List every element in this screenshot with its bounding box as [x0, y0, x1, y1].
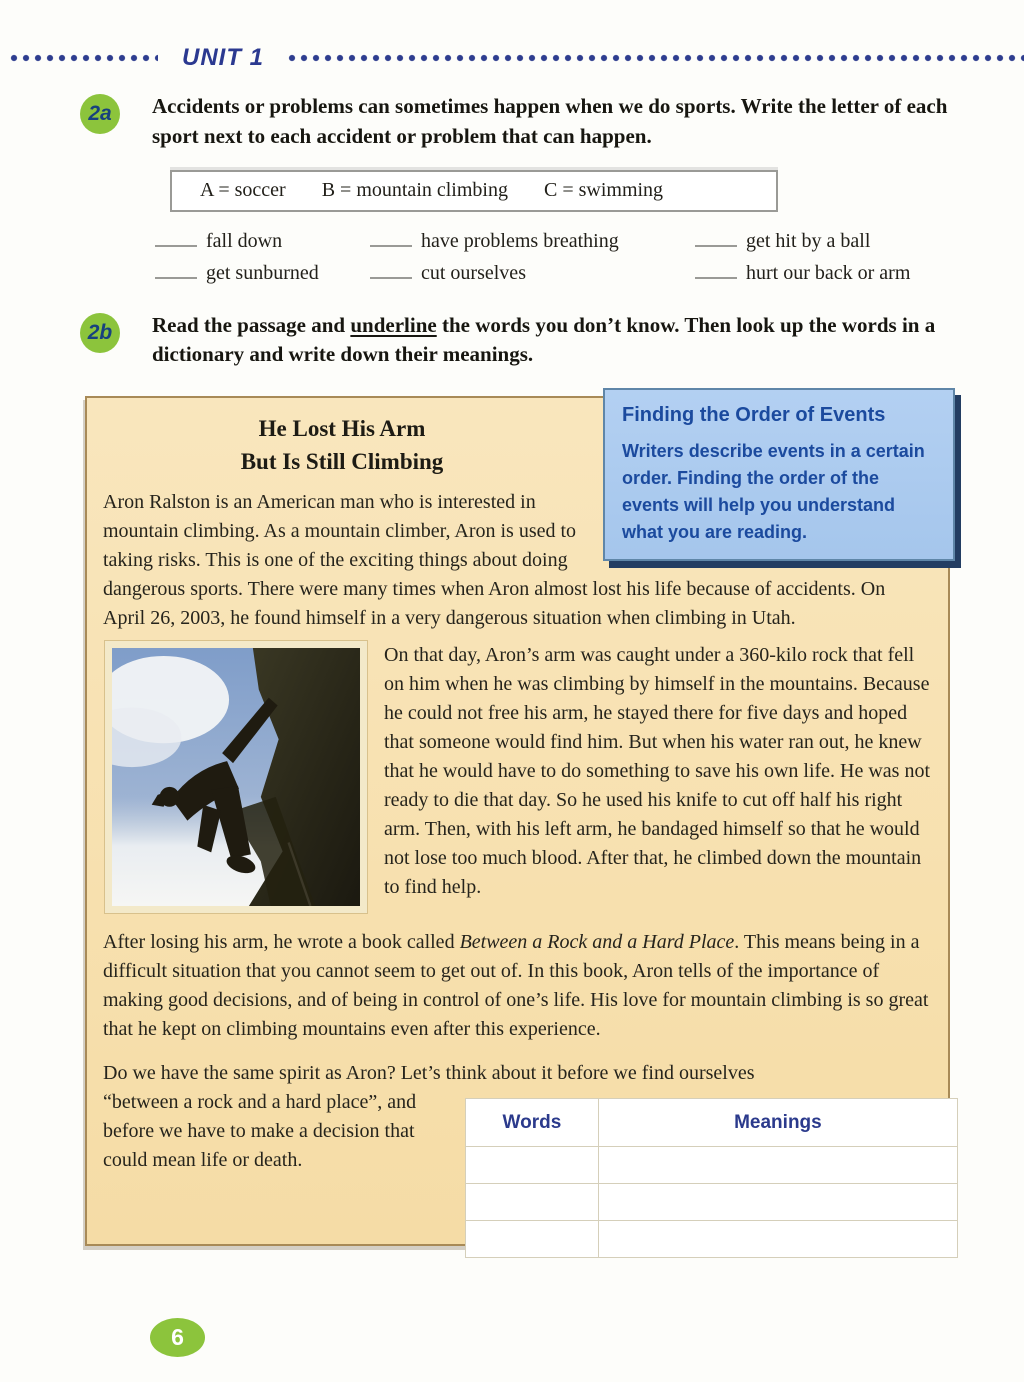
- meanings-column-header: Meanings: [598, 1099, 957, 1147]
- instruction-text: Read the passage and: [152, 312, 351, 337]
- legend-soccer: A = soccer: [200, 178, 286, 201]
- passage-title-line2: But Is Still Climbing: [240, 449, 444, 475]
- dotted-divider-left: [8, 53, 158, 63]
- activity-2a: [80, 92, 956, 152]
- unit-header: [8, 44, 1024, 71]
- paragraph4-table-row: [103, 1088, 930, 1228]
- answer-blank-breathing[interactable]: [370, 232, 412, 247]
- legend-swimming: C = swimming: [543, 178, 664, 201]
- reading-strategy-callout: [603, 388, 955, 561]
- words-cell-empty[interactable]: [466, 1184, 599, 1221]
- table-header-row: [466, 1099, 958, 1147]
- instruction-text: the words you don’t know. Then look up the words in a dictionary and write down their meanings.: [152, 312, 936, 367]
- activity-2a-instruction: Accidents or problems can sometimes happen when we do sports. Write the letter of each sport next to each accident or problem that can happen.: [152, 94, 948, 148]
- exercise-item: [370, 230, 695, 253]
- reading-passage-box: [85, 396, 950, 1246]
- passage-paragraph-3: [103, 928, 930, 1044]
- answer-blank-hurt-back-arm[interactable]: [695, 264, 737, 279]
- exercise-label: have problems breathing: [421, 229, 619, 252]
- table-row: [466, 1147, 958, 1184]
- passage-paragraph-4-line1: Do we have the same spirit as Aron? Let’s think about it before we find ourselves: [103, 1062, 755, 1085]
- photo-paragraph-row: [103, 641, 930, 913]
- exercise-item: [370, 262, 695, 285]
- activity-2b-badge: 2b: [80, 313, 120, 353]
- paragraph-text: After losing his arm, he wrote a book called: [103, 931, 460, 954]
- sports-legend-box: [170, 170, 778, 212]
- passage-paragraph-2: On that day, Aron’s arm was caught under a 360-kilo rock that fell on him when he was climbing by himself in the mountains. Because he could not free his arm, he stayed there for five days and hoped that someone would find him. But when his water ran out, he knew that he would have to do something to save his own life. He was not ready to die that day. So he used his knife to cut off half his right arm. Then, with his left arm, he bandaged himself so that he would not lose too much blood. After that, he climbed down the mountain to find help.: [384, 644, 931, 899]
- legend-mountain-climbing: B = mountain climbing: [321, 178, 508, 201]
- activity-2b: [80, 311, 956, 371]
- answer-blank-cut-ourselves[interactable]: [370, 264, 412, 279]
- table-row: [466, 1184, 958, 1221]
- passage-paragraph-1: Aron Ralston is an American man who is interested in mountain climbing. As a mountain climber, Aron is used to taking risks. This is one of the exciting things about doing dangerous sports. There were many times when Aron almost lost his life because of accidents. On April 26, 2003, he found himself in a very dangerous situation when climbing in Utah.: [103, 491, 886, 630]
- meanings-cell-empty[interactable]: [598, 1221, 957, 1258]
- page-number-badge: 6: [150, 1318, 205, 1357]
- book-title-italic: Between a Rock and a Hard Place: [459, 931, 735, 954]
- passage-paragraph-4-rest: “between a rock and a hard place”, and before we have to make a decision that could mean life or death.: [103, 1091, 417, 1172]
- meanings-cell-empty[interactable]: [598, 1147, 957, 1184]
- climber-photo: [105, 641, 367, 913]
- words-meanings-table: [465, 1098, 958, 1258]
- answer-blank-hit-by-ball[interactable]: [695, 232, 737, 247]
- exercise-item: [695, 230, 964, 253]
- exercise-label: get hit by a ball: [746, 229, 871, 252]
- exercise-item: [695, 262, 964, 285]
- answer-blank-fall-down[interactable]: [155, 232, 197, 247]
- words-cell-empty[interactable]: [466, 1147, 599, 1184]
- activity-2a-badge: 2a: [80, 94, 120, 134]
- words-cell-empty[interactable]: [466, 1221, 599, 1258]
- paragraph-text: . This means being in a difficult situation that you cannot seem to get out of. In this book, Aron tells of the importance of making good decisions, and of being in control of one’s life. His love for mountain climbing is so great that he kept on climbing mountains even after this experience.: [103, 931, 929, 1041]
- exercise-label: fall down: [206, 229, 283, 252]
- climber-photo-illustration: [112, 648, 360, 906]
- underlined-word: underline: [350, 312, 437, 337]
- exercise-label: get sunburned: [206, 261, 319, 284]
- exercise-label: hurt our back or arm: [746, 261, 911, 284]
- dotted-divider-right: [286, 53, 1024, 63]
- exercise-item: [155, 230, 370, 253]
- meanings-cell-empty[interactable]: [598, 1184, 957, 1221]
- strategy-title: Finding the Order of Events: [622, 404, 886, 427]
- passage-title-line1: He Lost His Arm: [258, 416, 426, 442]
- exercise-label: cut ourselves: [421, 261, 526, 284]
- words-column-header: Words: [466, 1099, 599, 1147]
- matching-exercise: [155, 230, 964, 285]
- exercise-item: [155, 262, 370, 285]
- unit-title: UNIT 1: [182, 44, 265, 71]
- answer-blank-sunburned[interactable]: [155, 264, 197, 279]
- activity-2b-instruction: [152, 311, 956, 371]
- strategy-body: Writers describe events in a certain order. Finding the order of the events will help you understand what you are reading.: [622, 441, 925, 543]
- table-row: [466, 1221, 958, 1258]
